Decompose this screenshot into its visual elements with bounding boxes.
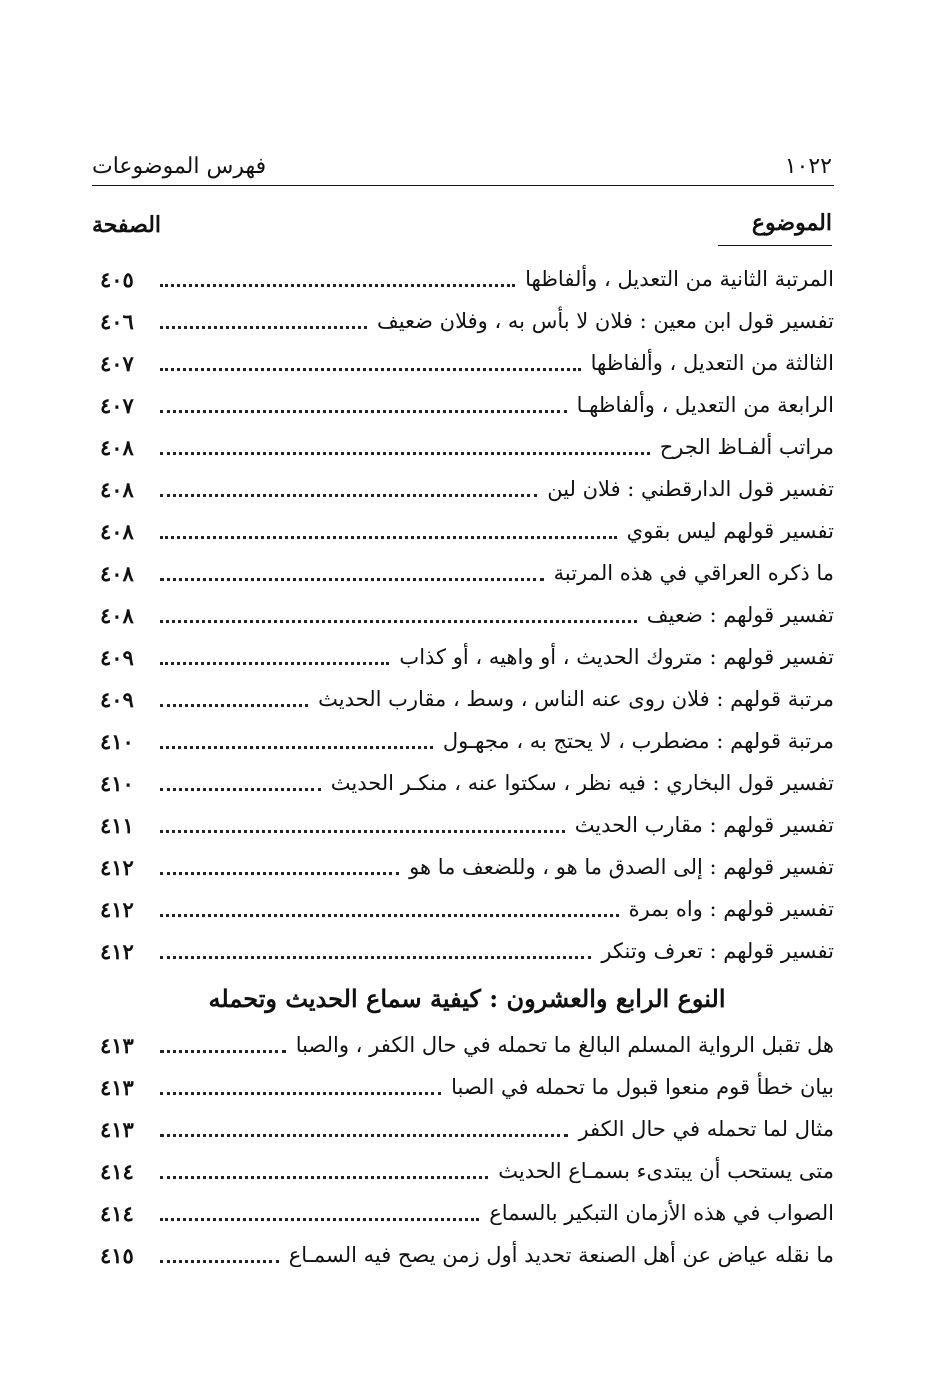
entries-group-2: [100, 1024, 834, 1276]
entry-page-number: ٤٠٨: [100, 434, 134, 460]
entry-page-number: ٤١٥: [100, 1242, 134, 1268]
entry-page-number: ٤١٠: [100, 770, 134, 796]
toc-entry: [100, 1234, 834, 1276]
dot-leader: [160, 1092, 441, 1095]
entry-title: متى يستحب أن يبتدىء بسمـاع الحديث: [498, 1159, 834, 1183]
entry-title: الرابعة من التعديل ، وألفاظهـا: [576, 393, 834, 417]
section-heading: النوع الرابع والعشرون : كيفية سماع الحديث وتحمله: [208, 983, 726, 1013]
entry-title: هل تقبل الرواية المسلم البالغ ما تحمله في حال الكفر ، والصبا: [295, 1033, 834, 1057]
dot-leader: [160, 1134, 568, 1137]
toc-entry: [100, 888, 834, 930]
entry-title: تفسير قولهم : متروك الحديث ، أو واهيه ، أو كذاب: [399, 645, 834, 669]
dot-leader: [160, 620, 637, 623]
toc-entry: [100, 468, 834, 510]
dot-leader: [160, 788, 321, 791]
toc-entry: [100, 930, 834, 972]
entries-group-1: [100, 258, 834, 972]
toc-entry: [100, 678, 834, 720]
entry-title: تفسير قولهم : مقارب الحديث: [574, 813, 834, 837]
toc-entry: [100, 1024, 834, 1066]
entry-page-number: ٤٠٩: [100, 686, 134, 712]
toc-entry: [100, 846, 834, 888]
toc-entry: [100, 720, 834, 762]
toc-entry: [100, 636, 834, 678]
dot-leader: [160, 704, 308, 707]
entry-title: الصواب في هذه الأزمان التبكير بالسماع: [489, 1201, 834, 1225]
entry-title: مراتب ألفـاظ الجرح: [659, 435, 834, 459]
entry-title: مرتبة قولهم : مضطرب ، لا يحتج به ، مجهـول: [442, 729, 834, 753]
toc-entry: [100, 510, 834, 552]
entry-title: بيان خطأ قوم منعوا قبول ما تحمله في الصبا: [451, 1075, 834, 1099]
entry-title: مرتبة قولهم : فلان روى عنه الناس ، وسط ، مقارب الحديث: [318, 687, 834, 711]
dot-leader: [160, 746, 433, 749]
entry-page-number: ٤١٢: [100, 896, 134, 922]
toc-entry: [100, 300, 834, 342]
toc-entry: [100, 804, 834, 846]
entry-page-number: ٤٠٦: [100, 308, 134, 334]
dot-leader: [160, 1176, 488, 1179]
entry-title: تفسير قول الدارقطني : فلان لين: [547, 477, 834, 501]
toc-entry: [100, 384, 834, 426]
entry-page-number: ٤٠٨: [100, 518, 134, 544]
dot-leader: [160, 326, 367, 329]
toc-entry: [100, 552, 834, 594]
entry-page-number: ٤١٣: [100, 1074, 134, 1100]
entry-page-number: ٤٠٨: [100, 602, 134, 628]
entry-page-number: ٤٠٩: [100, 644, 134, 670]
column-headers: [92, 206, 832, 244]
dot-leader: [160, 1218, 479, 1221]
dot-leader: [160, 1050, 286, 1053]
dot-leader: [160, 578, 544, 581]
entry-page-number: ٤٠٨: [100, 476, 134, 502]
entry-page-number: ٤٠٨: [100, 560, 134, 586]
toc-entry: [100, 258, 834, 300]
entry-title: تفسير قولهم ليس بقوي: [626, 519, 834, 543]
entry-title: مثال لما تحمله في حال الكفر: [578, 1117, 834, 1141]
entry-page-number: ٤١٣: [100, 1032, 134, 1058]
dot-leader: [160, 536, 617, 539]
entry-page-number: ٤٠٧: [100, 392, 134, 418]
subject-column-header: الموضوع: [718, 210, 832, 240]
entry-title: تفسير قولهم : واه بمرة: [628, 897, 834, 921]
toc-entry: [100, 1192, 834, 1234]
entry-page-number: ٤٠٥: [100, 266, 134, 292]
toc-entry: [100, 1108, 834, 1150]
dot-leader: [160, 914, 619, 917]
toc-entry: [100, 426, 834, 468]
toc-entry: [100, 1066, 834, 1108]
running-header: [92, 146, 832, 186]
entry-title: ما ذكره العراقي في هذه المرتبة: [553, 561, 834, 585]
entry-title: تفسير قولهم : إلى الصدق ما هو ، وللضعف ما هو: [409, 855, 834, 879]
dot-leader: [160, 494, 537, 497]
dot-leader: [160, 662, 389, 665]
entry-title: تفسير قول ابن معين : فلان لا بأس به ، وفلان ضعيف: [376, 309, 834, 333]
dot-leader: [160, 872, 399, 875]
entry-page-number: ٤١٢: [100, 854, 134, 880]
toc-entry: [100, 762, 834, 804]
entry-title: الثالثة من التعديل ، وألفاظها: [590, 351, 834, 375]
entry-page-number: ٤٠٧: [100, 350, 134, 376]
entry-title: تفسير قولهم : ضعيف: [646, 603, 834, 627]
toc-entry: [100, 1150, 834, 1192]
page-number: ١٠٢٢: [784, 153, 832, 179]
entry-title: المرتبة الثانية من التعديل ، وألفاظها: [525, 267, 834, 291]
entry-title: تفسير قولهم : تعرف وتنكر: [601, 939, 834, 963]
running-title: فهرس الموضوعات: [92, 153, 267, 179]
toc-entry: [100, 594, 834, 636]
entry-title: ما نقله عياض عن أهل الصنعة تحديد أول زمن يصح فيه السمـاع: [288, 1243, 834, 1267]
page-column-header: الصفحة: [92, 212, 162, 238]
dot-leader: [160, 284, 515, 287]
toc-entry: [100, 342, 834, 384]
entry-page-number: ٤١٠: [100, 728, 134, 754]
dot-leader: [160, 1260, 279, 1263]
entry-title: تفسير قول البخاري : فيه نظر ، سكتوا عنه ، منكـر الحديث: [330, 771, 834, 795]
entry-page-number: ٤١٤: [100, 1158, 134, 1184]
dot-leader: [160, 830, 565, 833]
entry-page-number: ٤١٢: [100, 938, 134, 964]
entry-page-number: ٤١٤: [100, 1200, 134, 1226]
contents-list: [100, 258, 834, 1276]
dot-leader: [160, 452, 650, 455]
dot-leader: [160, 956, 591, 959]
dot-leader: [160, 410, 567, 413]
entry-page-number: ٤١١: [100, 812, 134, 838]
header-rule: [92, 185, 834, 186]
dot-leader: [160, 368, 581, 371]
entry-page-number: ٤١٣: [100, 1116, 134, 1142]
